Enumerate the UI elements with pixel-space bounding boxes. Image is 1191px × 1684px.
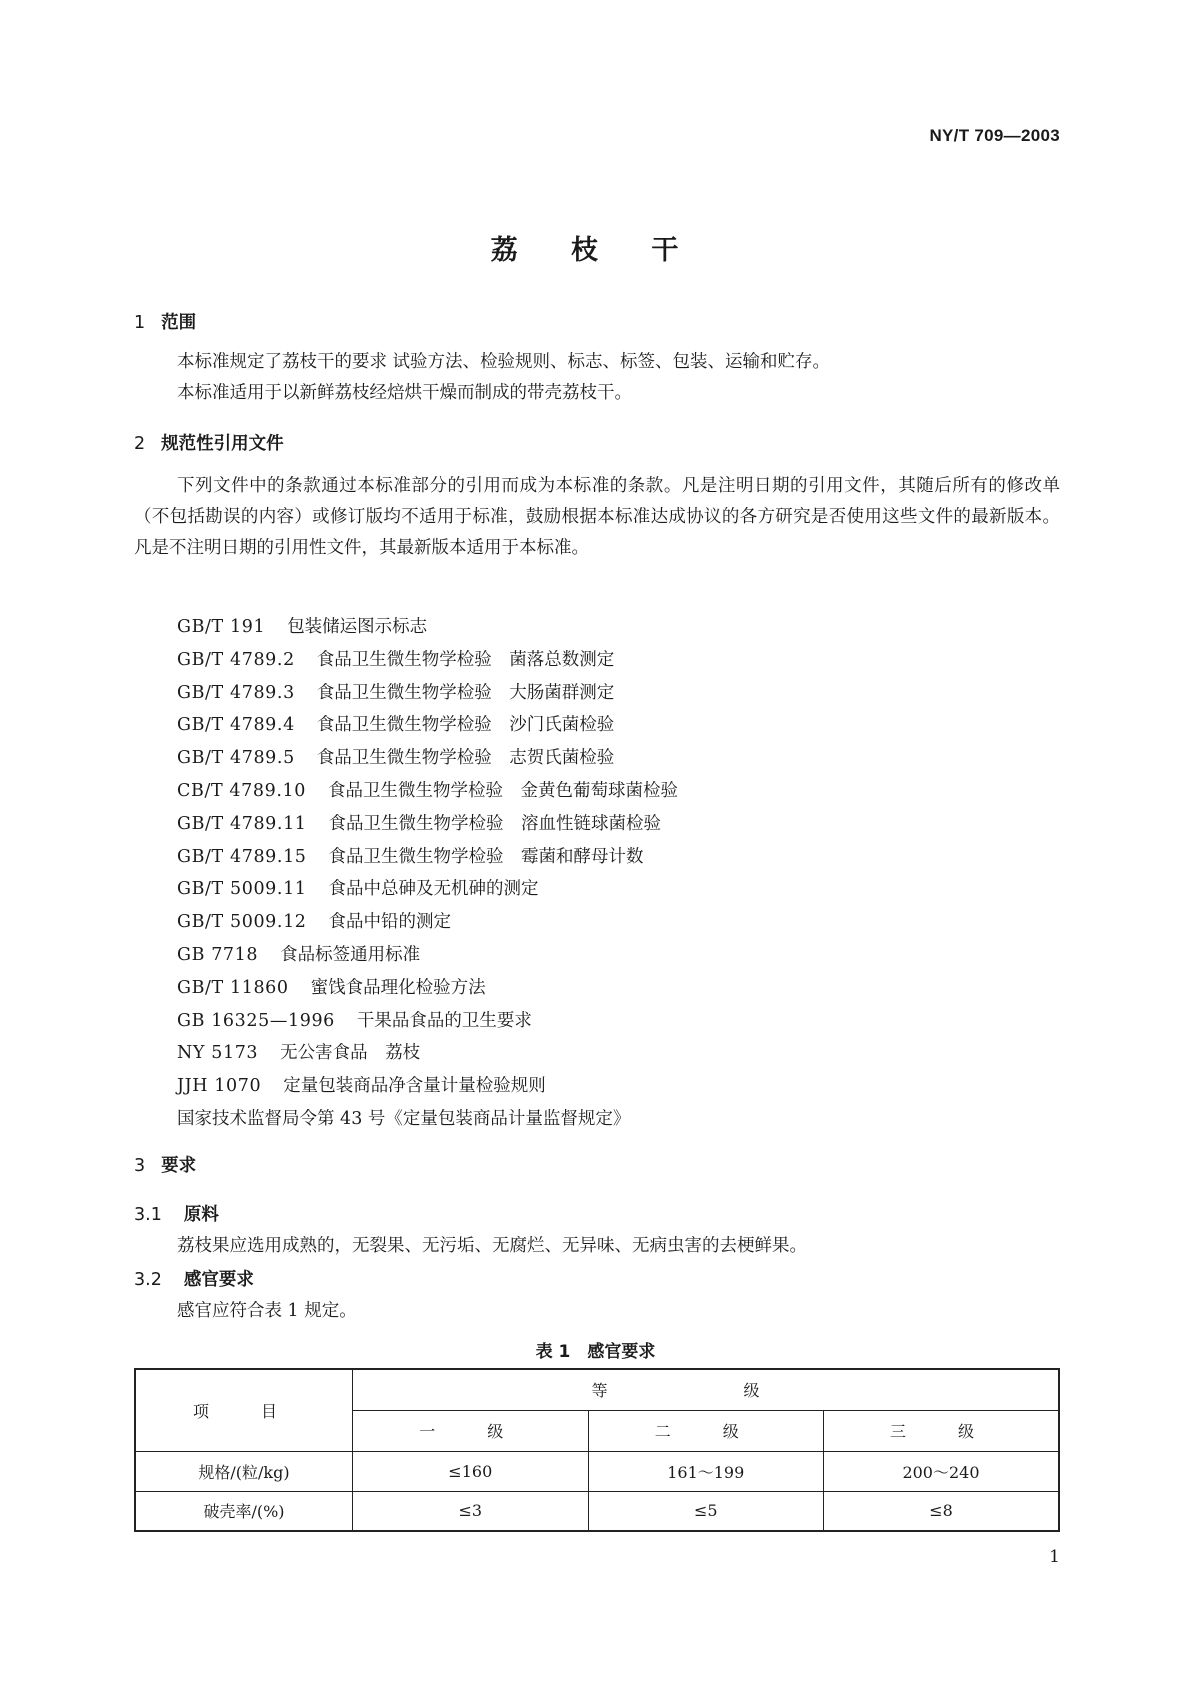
reference-item: GB/T 4789.15 食品卫生微生物学检验 霉菌和酵母计数 — [177, 846, 644, 867]
section-title: 规范性引用文件 — [161, 434, 284, 454]
section-3-1-heading — [134, 1201, 219, 1226]
section-1-heading — [134, 309, 196, 334]
reference-item: GB/T 4789.3 食品卫生微生物学检验 大肠菌群测定 — [177, 682, 615, 703]
section-2-heading — [134, 430, 284, 455]
section-number: 3.1 — [134, 1205, 162, 1225]
section-3-1-text: 荔枝果应选用成熟的，无裂果、无污垢、无腐烂、无异味、无病虫害的去梗鲜果。 — [177, 1236, 807, 1256]
section-title: 原料 — [183, 1205, 219, 1225]
page-number: 1 — [1049, 1547, 1060, 1567]
reference-item: GB/T 191 包装储运图示标志 — [177, 617, 428, 637]
section-number: 3.2 — [134, 1270, 162, 1290]
table-cell: ≤8 — [823, 1491, 1059, 1531]
section-title: 范围 — [161, 313, 197, 333]
reference-item: GB/T 5009.11 食品中总砷及无机砷的测定 — [177, 879, 539, 900]
reference-item: GB/T 4789.2 食品卫生微生物学检验 菌落总数测定 — [177, 649, 615, 670]
table-cell: ≤3 — [353, 1491, 588, 1531]
section-2-intro: 下列文件中的条款通过本标准部分的引用而成为本标准的条款。凡是注明日期的引用文件，其随后所有的修改单（不包括勘误的内容）或修订版均不适用于标准，鼓励根据本标准达成协议的各方研究是否使用这些文件的最新版本。凡是不注明日期的引用性文件，其最新版本适用于本标准。 — [134, 476, 1060, 558]
table-cell: ≤5 — [588, 1491, 823, 1531]
section-title: 要求 — [161, 1156, 197, 1176]
table-cell: ≤160 — [353, 1451, 588, 1491]
reference-item: 国家技术监督局令第 43 号《定量包装商品计量监督规定》 — [177, 1108, 631, 1129]
section-3-2-heading — [134, 1266, 254, 1291]
section-1-line-2: 本标准适用于以新鲜荔枝经焙烘干燥而制成的带壳荔枝干。 — [177, 383, 632, 403]
reference-item: GB 16325—1996 干果品食品的卫生要求 — [177, 1010, 532, 1031]
table-cell: 161～199 — [588, 1451, 823, 1491]
reference-item: CB/T 4789.10 食品卫生微生物学检验 金黄色葡萄球菌检验 — [177, 780, 678, 801]
table-header-row — [135, 1369, 1059, 1410]
reference-item: GB/T 11860 蜜饯食品理化检验方法 — [177, 977, 486, 998]
table-row — [135, 1491, 1059, 1531]
reference-item: GB 7718 食品标签通用标准 — [177, 944, 421, 965]
section-number: 3 — [134, 1156, 146, 1176]
section-3-heading — [134, 1152, 196, 1177]
reference-item: GB/T 4789.11 食品卫生微生物学检验 溶血性链球菌检验 — [177, 813, 662, 834]
section-3-2-text: 感官应符合表 1 规定。 — [177, 1301, 357, 1321]
table-cell: 200～240 — [823, 1451, 1059, 1491]
table-caption: 表 1 感官要求 — [535, 1342, 656, 1362]
reference-item: JJH 1070 定量包装商品净含量计量检验规则 — [177, 1076, 546, 1097]
reference-item: GB/T 4789.5 食品卫生微生物学检验 志贺氏菌检验 — [177, 748, 615, 769]
table-row — [135, 1451, 1059, 1491]
reference-item: GB/T 5009.12 食品中铅的测定 — [177, 912, 452, 933]
grade-cell: 二 级 — [588, 1410, 823, 1451]
item-header-cell: 项 目 — [135, 1369, 353, 1451]
section-number: 2 — [134, 434, 146, 454]
section-1-line-1: 本标准规定了荔枝干的要求 试验方法、检验规则、标志、标签、包装、运输和贮存。 — [177, 352, 831, 372]
section-title: 感官要求 — [183, 1270, 254, 1290]
reference-list — [177, 611, 678, 1136]
grade-cell: 一 级 — [353, 1410, 588, 1451]
reference-item: GB/T 4789.4 食品卫生微生物学检验 沙门氏菌检验 — [177, 715, 615, 736]
reference-item: NY 5173 无公害食品 荔枝 — [177, 1043, 421, 1064]
standard-code: NY/T 709—2003 — [929, 126, 1060, 145]
grade-header-cell: 等 级 — [353, 1369, 1059, 1410]
grade-cell: 三 级 — [823, 1410, 1059, 1451]
sensory-table — [134, 1368, 1060, 1532]
row-label: 破壳率/(%) — [135, 1491, 353, 1531]
document-title: 荔 枝 干 — [490, 235, 701, 266]
row-label: 规格/(粒/kg) — [135, 1451, 353, 1491]
section-number: 1 — [134, 313, 146, 333]
